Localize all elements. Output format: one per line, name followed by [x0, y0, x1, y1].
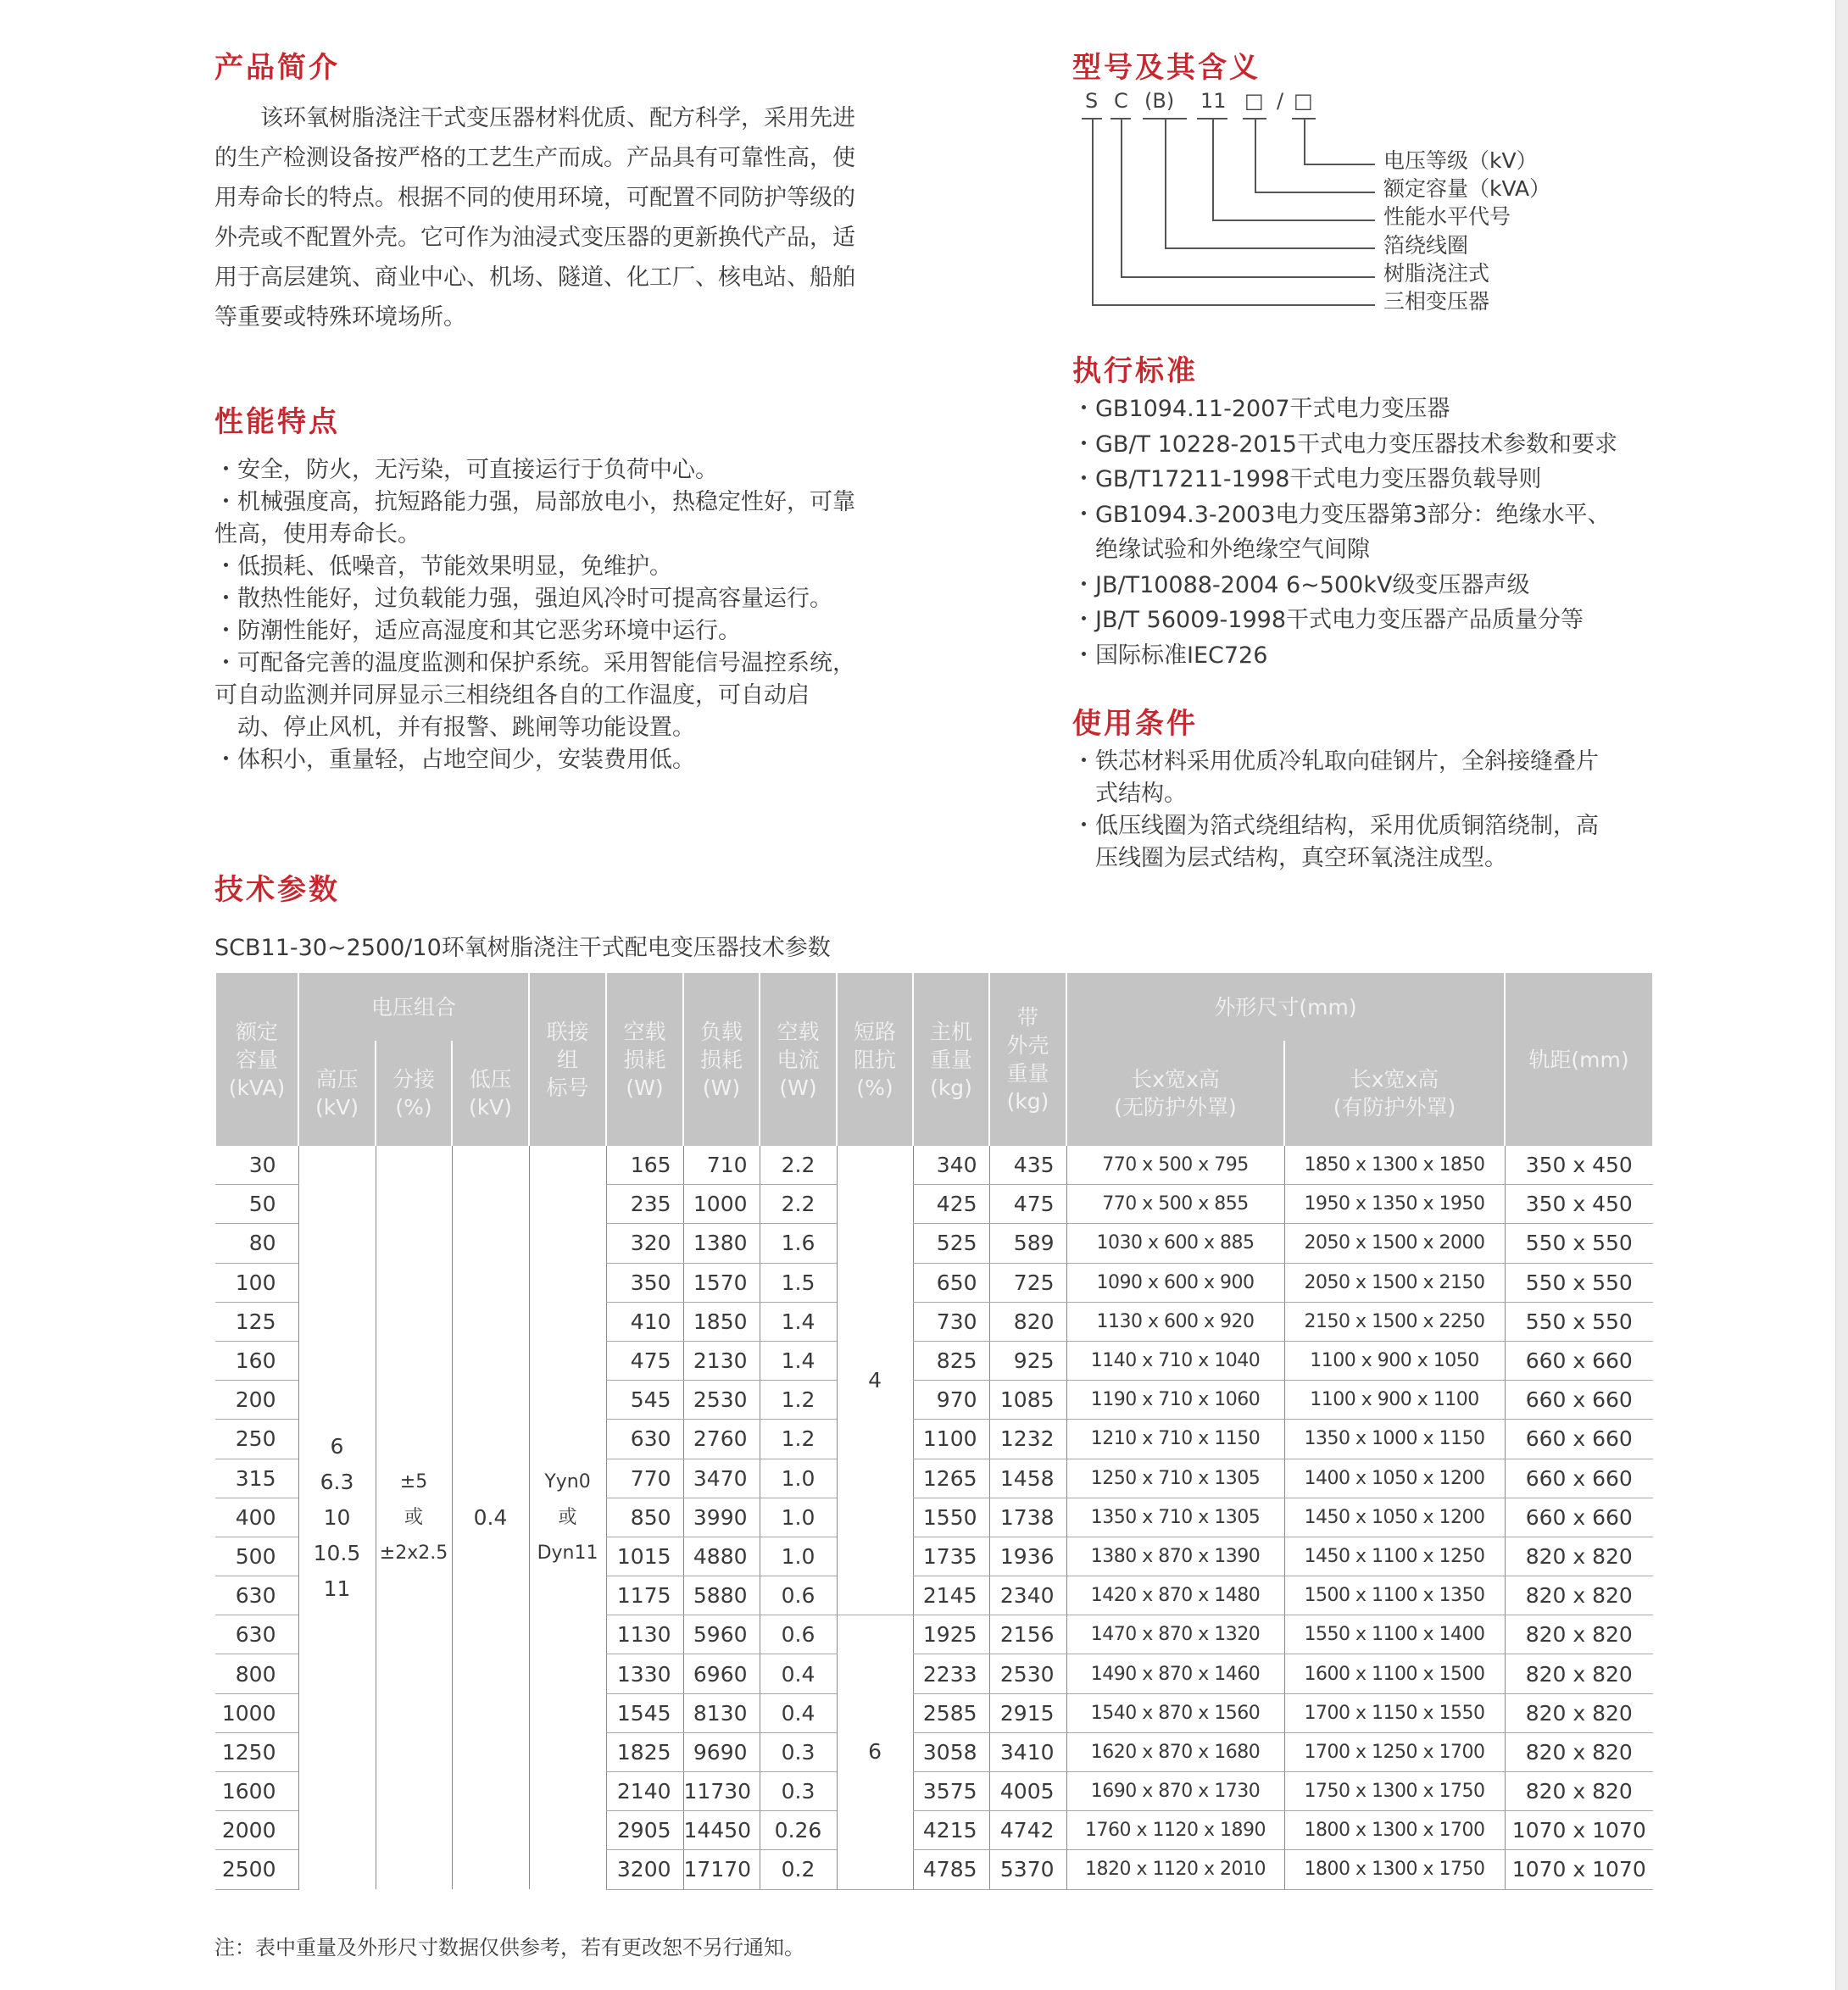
cell-gauge: 820 x 820	[1505, 1654, 1653, 1693]
cell-dims-no-cover: 1380 x 870 x 1390	[1066, 1537, 1284, 1576]
cell-capacity: 1000	[215, 1693, 298, 1732]
cell-shell-weight: 589	[989, 1224, 1066, 1263]
cell-noload-loss: 1825	[606, 1732, 683, 1771]
cell-dims-with-cover: 1700 x 1150 x 1550	[1284, 1693, 1505, 1732]
cell-gauge: 660 x 660	[1505, 1498, 1653, 1537]
th-lv: 低压 (kV)	[452, 1041, 529, 1146]
cell-noload-current: 0.4	[760, 1654, 837, 1693]
cell-body-weight: 4215	[913, 1811, 989, 1850]
cell-load-loss: 3990	[683, 1498, 760, 1537]
cell-shell-weight: 1738	[989, 1498, 1066, 1537]
cell-body-weight: 4785	[913, 1850, 989, 1889]
cell-capacity: 30	[215, 1146, 298, 1185]
cell-noload-loss: 3200	[606, 1850, 683, 1889]
cell-dims-no-cover: 1190 x 710 x 1060	[1066, 1381, 1284, 1420]
cell-noload-current: 1.2	[760, 1381, 837, 1420]
standards-list	[1072, 392, 1617, 673]
cell-gauge: 550 x 550	[1505, 1302, 1653, 1341]
cell-body-weight: 1735	[913, 1537, 989, 1576]
standard-item: 绝缘试验和外绝缘空气间隙	[1072, 536, 1370, 563]
cell-impedance: 6	[837, 1615, 913, 1889]
model-code: 11	[1200, 89, 1227, 113]
th-dims-with-cover: 长x宽x高 (有防护外罩)	[1284, 1041, 1505, 1146]
feature-item: ・防潮性能好，适应高湿度和其它恶劣环境中运行。	[214, 618, 741, 644]
tech-title: 技术参数	[214, 873, 340, 907]
th-capacity: 额定 容量 (kVA)	[215, 973, 298, 1146]
cell-body-weight: 3058	[913, 1732, 989, 1771]
cell-shell-weight: 2156	[989, 1615, 1066, 1654]
cell-dims-no-cover: 1140 x 710 x 1040	[1066, 1341, 1284, 1380]
th-tap: 分接 (%)	[376, 1041, 452, 1146]
cell-dims-no-cover: 770 x 500 x 795	[1066, 1146, 1284, 1185]
intro-line: 等重要或特殊环境场所。	[214, 304, 466, 331]
cell-noload-loss: 630	[606, 1420, 683, 1459]
cell-noload-loss: 770	[606, 1459, 683, 1498]
cell-shell-weight: 4742	[989, 1811, 1066, 1850]
cell-noload-current: 1.5	[760, 1263, 837, 1302]
cell-tap: ±5 或 ±2x2.5	[376, 1146, 452, 1889]
cell-dims-no-cover: 1030 x 600 x 885	[1066, 1224, 1284, 1263]
model-label: 性能水平代号	[1383, 204, 1511, 229]
cell-gauge: 820 x 820	[1505, 1537, 1653, 1576]
cell-capacity: 50	[215, 1185, 298, 1224]
cell-gauge: 550 x 550	[1505, 1224, 1653, 1263]
cell-load-loss: 5880	[683, 1576, 760, 1615]
cell-body-weight: 3575	[913, 1772, 989, 1811]
cell-dims-no-cover: 1490 x 870 x 1460	[1066, 1654, 1284, 1693]
model-code: (B)	[1144, 89, 1175, 113]
standard-item: ・GB1094.11-2007干式电力变压器	[1072, 396, 1450, 422]
cell-noload-loss: 410	[606, 1302, 683, 1341]
cell-noload-loss: 350	[606, 1263, 683, 1302]
standard-item: ・JB/T 56009-1998干式电力变压器产品质量分等	[1072, 607, 1584, 633]
cell-dims-no-cover: 1350 x 710 x 1305	[1066, 1498, 1284, 1537]
cell-noload-loss: 1330	[606, 1654, 683, 1693]
cell-noload-loss: 1175	[606, 1576, 683, 1615]
cell-noload-loss: 2905	[606, 1811, 683, 1850]
cell-noload-current: 1.0	[760, 1537, 837, 1576]
cell-capacity: 630	[215, 1615, 298, 1654]
cell-dims-with-cover: 1850 x 1300 x 1850	[1284, 1146, 1505, 1185]
table-note: 注：表中重量及外形尺寸数据仅供参考，若有更改恕不另行通知。	[214, 1936, 804, 1959]
cell-capacity: 500	[215, 1537, 298, 1576]
cell-dims-with-cover: 2050 x 1500 x 2000	[1284, 1224, 1505, 1263]
cell-body-weight: 2585	[913, 1693, 989, 1732]
model-label: 树脂浇注式	[1383, 261, 1490, 286]
cell-shell-weight: 1936	[989, 1537, 1066, 1576]
condition-item: 压线圈为层式结构，真空环氧浇注成型。	[1072, 845, 1507, 871]
cell-body-weight: 1100	[913, 1420, 989, 1459]
cell-gauge: 820 x 820	[1505, 1615, 1653, 1654]
cell-shell-weight: 1232	[989, 1420, 1066, 1459]
model-code: /	[1277, 89, 1284, 113]
cell-noload-current: 2.2	[760, 1185, 837, 1224]
standard-item: ・JB/T10088-2004 6~500kV级变压器声级	[1072, 571, 1530, 598]
cell-dims-with-cover: 2050 x 1500 x 2150	[1284, 1263, 1505, 1302]
intro-line: 的生产检测设备按严格的工艺生产而成。产品具有可靠性高，使	[214, 145, 855, 171]
th-dims-no-cover: 长x宽x高 (无防护外罩)	[1066, 1041, 1284, 1146]
intro-line: 该环氧树脂浇注干式变压器材料优质、配方科学，采用先进	[214, 105, 855, 131]
cell-capacity: 100	[215, 1263, 298, 1302]
cell-dims-with-cover: 1700 x 1250 x 1700	[1284, 1732, 1505, 1771]
cell-load-loss: 2530	[683, 1381, 760, 1420]
cell-load-loss: 9690	[683, 1732, 760, 1771]
cell-body-weight: 525	[913, 1224, 989, 1263]
spec-table	[214, 973, 1654, 1890]
model-title: 型号及其含义	[1072, 51, 1261, 85]
cell-shell-weight: 3410	[989, 1732, 1066, 1771]
cell-dims-with-cover: 1800 x 1300 x 1750	[1284, 1850, 1505, 1889]
cell-gauge: 550 x 550	[1505, 1263, 1653, 1302]
cell-noload-current: 0.4	[760, 1693, 837, 1732]
cell-body-weight: 340	[913, 1146, 989, 1185]
table-title: SCB11-30~2500/10环氧树脂浇注干式配电变压器技术参数	[214, 935, 831, 961]
cell-dims-no-cover: 1620 x 870 x 1680	[1066, 1732, 1284, 1771]
cell-noload-current: 0.6	[760, 1576, 837, 1615]
cell-dims-no-cover: 770 x 500 x 855	[1066, 1185, 1284, 1224]
features-title: 性能特点	[214, 405, 340, 439]
cell-dims-no-cover: 1470 x 870 x 1320	[1066, 1615, 1284, 1654]
cell-lv: 0.4	[452, 1146, 529, 1889]
standards-title: 执行标准	[1072, 354, 1198, 388]
cell-shell-weight: 4005	[989, 1772, 1066, 1811]
standard-item: ・国际标准IEC726	[1072, 642, 1268, 669]
cell-gauge: 1070 x 1070	[1505, 1850, 1653, 1889]
cell-dims-no-cover: 1250 x 710 x 1305	[1066, 1459, 1284, 1498]
cell-load-loss: 17170	[683, 1850, 760, 1889]
cell-dims-no-cover: 1090 x 600 x 900	[1066, 1263, 1284, 1302]
cell-load-loss: 1000	[683, 1185, 760, 1224]
cell-dims-no-cover: 1420 x 870 x 1480	[1066, 1576, 1284, 1615]
feature-item: ・可配备完善的温度监测和保护系统。采用智能信号温控系统，	[214, 650, 855, 676]
intro-text	[214, 98, 855, 337]
cell-noload-loss: 165	[606, 1146, 683, 1185]
cell-body-weight: 1265	[913, 1459, 989, 1498]
cell-noload-loss: 475	[606, 1341, 683, 1380]
cell-shell-weight: 1085	[989, 1381, 1066, 1420]
spec-table-wrap	[214, 973, 1652, 1890]
cell-shell-weight: 925	[989, 1341, 1066, 1380]
cell-load-loss: 1850	[683, 1302, 760, 1341]
cell-load-loss: 5960	[683, 1615, 760, 1654]
feature-item: 可自动监测并同屏显示三相绕组各自的工作温度，可自动启	[214, 682, 810, 709]
cell-body-weight: 825	[913, 1341, 989, 1380]
cell-capacity: 315	[215, 1459, 298, 1498]
cell-shell-weight: 435	[989, 1146, 1066, 1185]
cell-noload-loss: 2140	[606, 1772, 683, 1811]
feature-item: ・散热性能好，过负载能力强，强迫风冷时可提高容量运行。	[214, 586, 832, 612]
th-voltage-group: 电压组合	[298, 973, 529, 1041]
intro-line: 用寿命长的特点。根据不同的使用环境，可配置不同防护等级的	[214, 185, 855, 211]
cell-noload-loss: 1130	[606, 1615, 683, 1654]
cell-dims-with-cover: 1350 x 1000 x 1150	[1284, 1420, 1505, 1459]
cell-load-loss: 14450	[683, 1811, 760, 1850]
th-impedance: 短路 阻抗 (%)	[837, 973, 913, 1146]
cell-capacity: 160	[215, 1341, 298, 1380]
cell-dims-with-cover: 1450 x 1050 x 1200	[1284, 1498, 1505, 1537]
feature-item: 性高，使用寿命长。	[214, 521, 420, 548]
model-label: 额定容量（kVA）	[1383, 176, 1551, 201]
th-body-weight: 主机 重量 (kg)	[913, 973, 989, 1146]
cell-gauge: 1070 x 1070	[1505, 1811, 1653, 1850]
th-noload-current: 空载 电流 (W)	[760, 973, 837, 1146]
cell-capacity: 800	[215, 1654, 298, 1693]
cell-load-loss: 1380	[683, 1224, 760, 1263]
cell-dims-no-cover: 1130 x 600 x 920	[1066, 1302, 1284, 1341]
cell-shell-weight: 725	[989, 1263, 1066, 1302]
cell-noload-loss: 235	[606, 1185, 683, 1224]
intro-title: 产品简介	[214, 51, 340, 85]
cell-dims-with-cover: 1500 x 1100 x 1350	[1284, 1576, 1505, 1615]
cell-capacity: 2000	[215, 1811, 298, 1850]
cell-load-loss: 8130	[683, 1693, 760, 1732]
feature-item: ・体积小，重量轻，占地空间少，安装费用低。	[214, 747, 695, 773]
cell-noload-loss: 320	[606, 1224, 683, 1263]
cell-noload-loss: 1545	[606, 1693, 683, 1732]
cell-body-weight: 425	[913, 1185, 989, 1224]
cell-noload-loss: 850	[606, 1498, 683, 1537]
model-code: S	[1085, 89, 1099, 113]
cell-noload-current: 1.0	[760, 1498, 837, 1537]
page-edge	[1835, 0, 1848, 1990]
feature-item: ・安全，防火，无污染，可直接运行于负荷中心。	[214, 457, 718, 483]
condition-item: ・低压线圈为箔式绕组结构，采用优质铜箔绕制，高	[1072, 813, 1599, 839]
cell-noload-current: 0.3	[760, 1732, 837, 1771]
cell-shell-weight: 2530	[989, 1654, 1066, 1693]
condition-item: 式结构。	[1072, 781, 1187, 807]
cell-noload-current: 1.4	[760, 1302, 837, 1341]
cell-load-loss: 6960	[683, 1654, 760, 1693]
cell-capacity: 630	[215, 1576, 298, 1615]
cell-noload-current: 1.0	[760, 1459, 837, 1498]
cell-dims-no-cover: 1210 x 710 x 1150	[1066, 1420, 1284, 1459]
cell-capacity: 2500	[215, 1850, 298, 1889]
cell-impedance: 4	[837, 1146, 913, 1615]
cell-load-loss: 4880	[683, 1537, 760, 1576]
cell-body-weight: 2145	[913, 1576, 989, 1615]
cell-body-weight: 730	[913, 1302, 989, 1341]
cell-gauge: 660 x 660	[1505, 1381, 1653, 1420]
condition-item: ・铁芯材料采用优质冷轧取向硅钢片，全斜接缝叠片	[1072, 748, 1599, 775]
cell-load-loss: 2130	[683, 1341, 760, 1380]
features-list	[214, 454, 855, 776]
cell-capacity: 250	[215, 1420, 298, 1459]
conditions-title: 使用条件	[1072, 707, 1198, 741]
model-diagram	[1077, 89, 1585, 318]
cell-dims-with-cover: 1550 x 1100 x 1400	[1284, 1615, 1505, 1654]
cell-capacity: 80	[215, 1224, 298, 1263]
cell-gauge: 820 x 820	[1505, 1693, 1653, 1732]
cell-shell-weight: 1458	[989, 1459, 1066, 1498]
cell-gauge: 660 x 660	[1505, 1420, 1653, 1459]
cell-capacity: 400	[215, 1498, 298, 1537]
cell-dims-with-cover: 1400 x 1050 x 1200	[1284, 1459, 1505, 1498]
feature-item: ・机械强度高，抗短路能力强，局部放电小，热稳定性好，可靠	[214, 489, 855, 515]
model-code: C	[1114, 89, 1128, 113]
th-noload-loss: 空载 损耗 (W)	[606, 973, 683, 1146]
cell-body-weight: 650	[913, 1263, 989, 1302]
cell-dims-with-cover: 1450 x 1100 x 1250	[1284, 1537, 1505, 1576]
cell-noload-current: 0.3	[760, 1772, 837, 1811]
cell-capacity: 1250	[215, 1732, 298, 1771]
model-label: 三相变压器	[1383, 289, 1490, 314]
conditions-list	[1072, 746, 1599, 875]
cell-noload-current: 1.2	[760, 1420, 837, 1459]
cell-dims-no-cover: 1690 x 870 x 1730	[1066, 1772, 1284, 1811]
intro-line: 外壳或不配置外壳。它可作为油浸式变压器的更新换代产品，适	[214, 225, 855, 251]
cell-noload-loss: 545	[606, 1381, 683, 1420]
th-load-loss: 负载 损耗 (W)	[683, 973, 760, 1146]
cell-noload-current: 0.6	[760, 1615, 837, 1654]
cell-body-weight: 1550	[913, 1498, 989, 1537]
cell-noload-current: 1.6	[760, 1224, 837, 1263]
feature-item: ・低损耗、低噪音，节能效果明显，免维护。	[214, 553, 672, 580]
spec-table-body	[215, 1146, 1653, 1889]
cell-capacity: 125	[215, 1302, 298, 1341]
cell-dims-with-cover: 1800 x 1300 x 1700	[1284, 1811, 1505, 1850]
cell-gauge: 350 x 450	[1505, 1185, 1653, 1224]
cell-gauge: 820 x 820	[1505, 1772, 1653, 1811]
cell-gauge: 660 x 660	[1505, 1341, 1653, 1380]
cell-dims-with-cover: 2150 x 1500 x 2250	[1284, 1302, 1505, 1341]
feature-item: 动、停止风机，并有报警、跳闸等功能设置。	[214, 714, 695, 741]
cell-load-loss: 1570	[683, 1263, 760, 1302]
cell-vector: Yyn0 或 Dyn11	[529, 1146, 606, 1889]
cell-shell-weight: 2915	[989, 1693, 1066, 1732]
cell-shell-weight: 820	[989, 1302, 1066, 1341]
cell-noload-current: 0.2	[760, 1850, 837, 1889]
cell-dims-no-cover: 1820 x 1120 x 2010	[1066, 1850, 1284, 1889]
cell-load-loss: 2760	[683, 1420, 760, 1459]
cell-dims-no-cover: 1540 x 870 x 1560	[1066, 1693, 1284, 1732]
cell-capacity: 1600	[215, 1772, 298, 1811]
model-label: 箔绕线圈	[1383, 233, 1469, 258]
cell-noload-current: 1.4	[760, 1341, 837, 1380]
standard-item: ・GB1094.3-2003电力变压器第3部分：绝缘水平、	[1072, 501, 1611, 528]
cell-noload-loss: 1015	[606, 1537, 683, 1576]
cell-gauge: 820 x 820	[1505, 1576, 1653, 1615]
table-row	[215, 1146, 1653, 1185]
cell-dims-with-cover: 1950 x 1350 x 1950	[1284, 1185, 1505, 1224]
model-code: □	[1244, 89, 1264, 113]
th-gauge: 轨距(mm)	[1505, 973, 1653, 1146]
th-hv: 高压 (kV)	[298, 1041, 376, 1146]
cell-body-weight: 2233	[913, 1654, 989, 1693]
cell-dims-with-cover: 1100 x 900 x 1050	[1284, 1341, 1505, 1380]
cell-gauge: 660 x 660	[1505, 1459, 1653, 1498]
cell-noload-current: 0.26	[760, 1811, 837, 1850]
cell-dims-with-cover: 1100 x 900 x 1100	[1284, 1381, 1505, 1420]
th-dims: 外形尺寸(mm)	[1066, 973, 1505, 1041]
cell-dims-with-cover: 1750 x 1300 x 1750	[1284, 1772, 1505, 1811]
cell-load-loss: 710	[683, 1146, 760, 1185]
standard-item: ・GB/T17211-1998干式电力变压器负载导则	[1072, 466, 1542, 492]
model-label: 电压等级（kV）	[1383, 148, 1538, 173]
cell-hv: 6 6.3 10 10.5 11	[298, 1146, 376, 1889]
cell-noload-current: 2.2	[760, 1146, 837, 1185]
cell-dims-no-cover: 1760 x 1120 x 1890	[1066, 1811, 1284, 1850]
cell-gauge: 350 x 450	[1505, 1146, 1653, 1185]
cell-shell-weight: 5370	[989, 1850, 1066, 1889]
standard-item: ・GB/T 10228-2015干式电力变压器技术参数和要求	[1072, 431, 1617, 458]
cell-shell-weight: 2340	[989, 1576, 1066, 1615]
cell-gauge: 820 x 820	[1505, 1732, 1653, 1771]
th-vector: 联接 组 标号	[529, 973, 606, 1146]
cell-load-loss: 3470	[683, 1459, 760, 1498]
model-code: □	[1294, 89, 1313, 113]
cell-body-weight: 1925	[913, 1615, 989, 1654]
cell-shell-weight: 475	[989, 1185, 1066, 1224]
cell-dims-with-cover: 1600 x 1100 x 1500	[1284, 1654, 1505, 1693]
cell-capacity: 200	[215, 1381, 298, 1420]
cell-body-weight: 970	[913, 1381, 989, 1420]
intro-line: 用于高层建筑、商业中心、机场、隧道、化工厂、核电站、船舶	[214, 264, 855, 291]
th-shell-weight: 带 外壳 重量 (kg)	[989, 973, 1066, 1146]
cell-load-loss: 11730	[683, 1772, 760, 1811]
